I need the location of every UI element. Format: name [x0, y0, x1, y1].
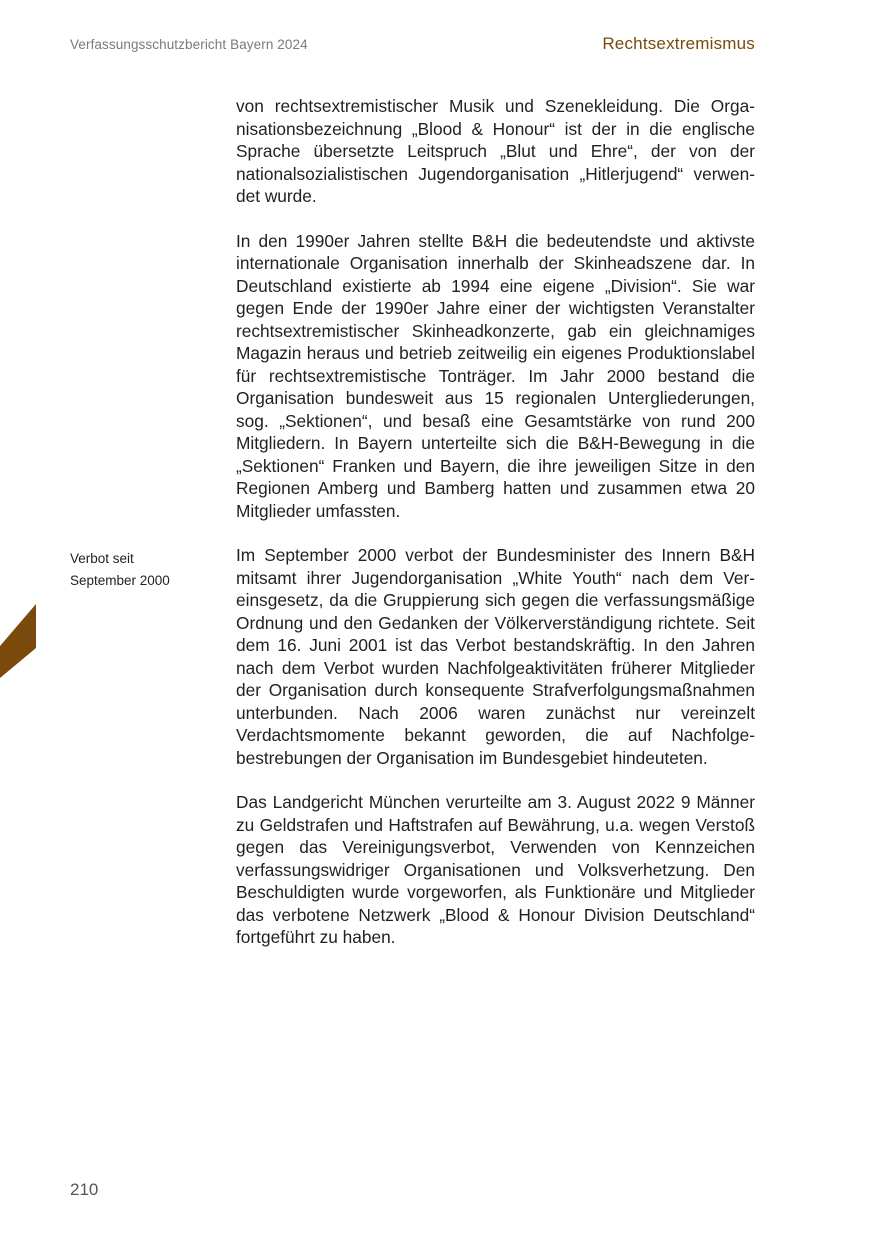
section-marker-tab	[0, 604, 36, 678]
page-number: 210	[70, 1180, 99, 1199]
margin-note	[70, 548, 210, 592]
running-title-right: Rechtsextremismus	[602, 34, 755, 53]
body-text	[236, 95, 755, 971]
margin-note-line-1: Verbot seit	[70, 551, 134, 566]
paragraph-2: In den 1990er Jahren stellte B&H die bedeutendste und aktivste internationale Organisation innerhalb der Skinheadszene dar. In Deutschland existierte ab 1994 eine eigene „Division“. Sie war gegen Ende der 1990er Jahre einer der wichtigsten Veranstalter rechtsextremistischer Skinheadkonzerte, gab ein gleichnamiges Magazin heraus und betrieb zeitweilig ein eigenes Produktionslabel für rechtsextremistische Tonträger. Im Jahr 2000 bestand die Organisation bundesweit aus 15 regionalen Untergliederungen, sog. „Sektionen“, und besaß eine Gesamtstärke von rund 200 Mitgliedern. In Bayern unterteilte sich die B&H-Bewegung in die „Sektionen“ Franken und Bayern, die ihre jeweiligen Sitze in den Regionen Amberg und Bamberg hatten und zusammen etwa 20 Mitglieder umfassten.	[236, 230, 755, 521]
margin-note-line-2: September 2000	[70, 573, 170, 588]
paragraph-3: Im September 2000 verbot der Bundesminister des Innern B&H mitsamt ihrer Jugendorganisation „White Youth“ nach dem Vereinsgesetz, da die Gruppierung sich gegen die verfassungsmäßige Ordnung und den Gedanken der Völkerverständigung richtete. Seit dem 16. Juni 2001 ist das Verbot bestandskräftig. In den Jahren nach dem Verbot wurden Nachfolgeaktivitäten früherer Mitglieder der Organisation durch konsequente Strafverfolgungsmaßnahmen unterbunden. Nach 2006 waren zunächst nur vereinzelt Verdachtsmomente bekannt geworden, die auf Nachfolgebestrebungen der Organisation im Bundesgebiet hindeuteten.	[236, 545, 755, 768]
paragraph-4: Das Landgericht München verurteilte am 3. August 2022 9 Männer zu Geldstrafen und Haftstrafen auf Bewährung, u.a. wegen Verstoß gegen das Vereinigungsverbot, Verwenden von Kennzeichen verfassungswidriger Organisationen und Volksverhetzung. Den Beschuldigten wurde vorgeworfen, als Funktionäre und Mitglieder das verbotene Netzwerk „Blood & Honour Division Deutschland“ fortgeführt zu haben.	[236, 792, 755, 947]
running-title-left: Verfassungsschutzbericht Bayern 2024	[70, 37, 308, 52]
paragraph-1: von rechtsextremistischer Musik und Szenekleidung. Die Organisationsbezeichnung „Blood & Honour“ ist der in die englische Sprache übersetzte Leitspruch „Blut und Ehre“, der von der nationalsozialistischen Jugendorganisation „Hitlerjugend“ verwendet wurde.	[236, 96, 755, 206]
section-marker-shape	[0, 604, 36, 678]
